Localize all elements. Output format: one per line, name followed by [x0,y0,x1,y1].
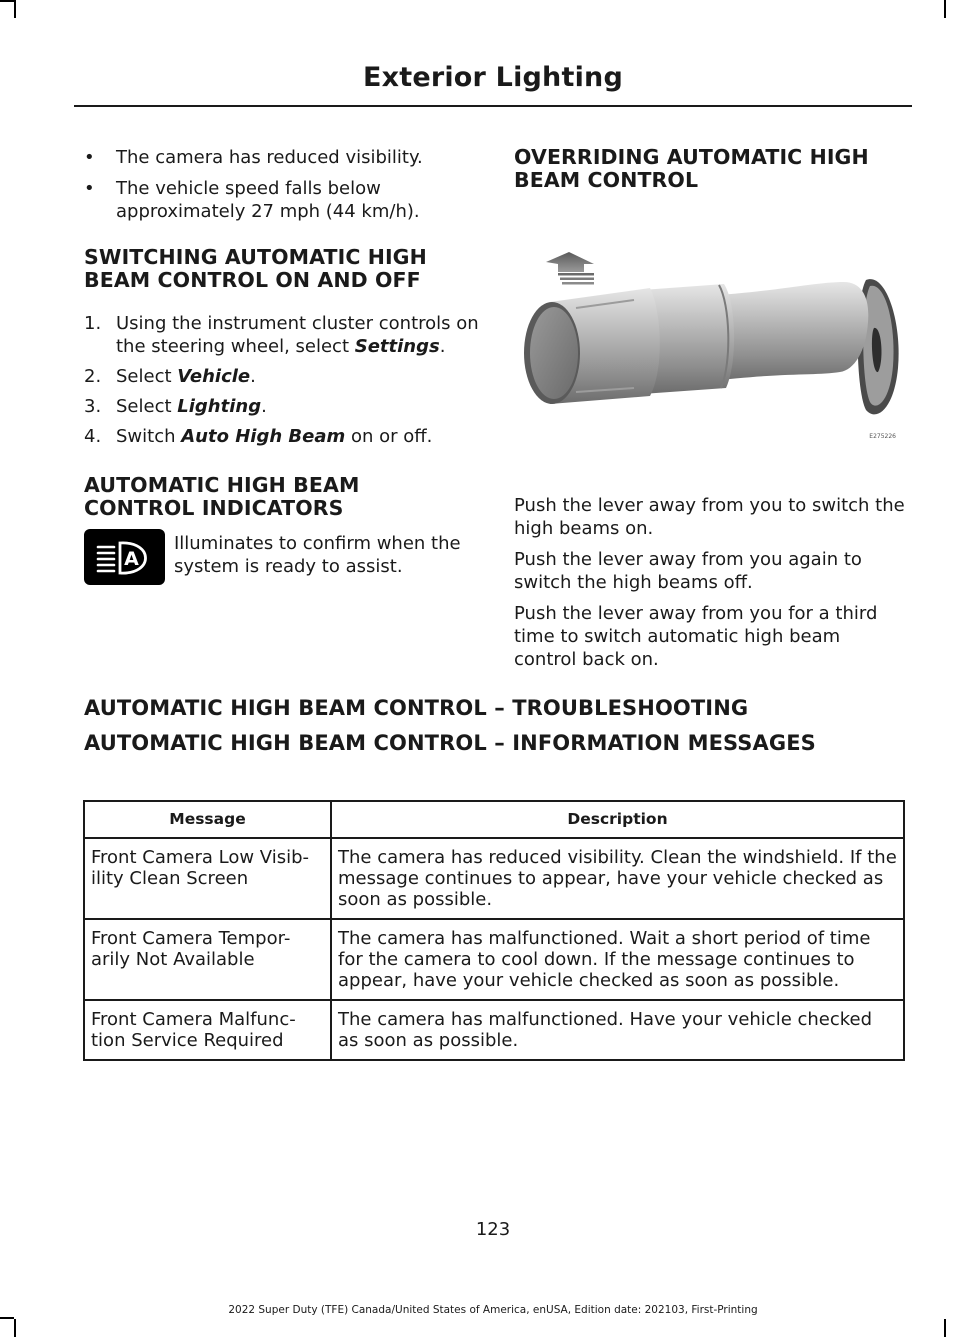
heading-line: OVERRIDING AUTOMATIC HIGH [514,145,869,169]
instruction-paragraph: Push the lever away from you again to switch the high beams off. [514,549,862,593]
step-text: Using the instrument cluster controls on the steering wheel, select [116,313,479,357]
step-text: . [261,396,267,417]
column-header-message: Message [84,801,331,838]
step-text: on or off. [345,426,433,447]
left-column [84,146,479,577]
step-item [84,365,479,388]
list-item [84,146,479,169]
crop-mark [944,1319,946,1337]
message-cell: Front Camera Malfunc-tion Service Required [84,1000,331,1060]
crop-mark [14,1319,16,1337]
description-cell: The camera has malfunctioned. Wait a short period of time for the camera to cool down. If the message continues to appear, have your vehicle checked as soon as possible. [331,919,904,1000]
table-row [84,1000,904,1060]
switching-heading [84,246,479,292]
crop-mark [0,0,14,2]
menu-term: Vehicle [177,366,251,387]
override-heading [514,146,906,192]
message-cell: Front Camera Tempor-arily Not Available [84,919,331,1000]
description-cell: The camera has reduced visibility. Clean the windshield. If the message continues to appear, have your vehicle checked as soon as possible. [331,838,904,919]
steps-list [84,312,479,448]
step-item [84,395,479,418]
heading-line: SWITCHING AUTOMATIC HIGH [84,245,427,269]
troubleshooting-heading: AUTOMATIC HIGH BEAM CONTROL – TROUBLESHOOTING [84,696,749,720]
override-instructions [514,494,906,671]
auto-high-beam-icon [84,529,165,585]
menu-term: Auto High Beam [181,426,346,447]
heading-line: BEAM CONTROL [514,168,699,192]
table-row [84,838,904,919]
instruction-paragraph: Push the lever away from you for a third time to switch automatic high beam control back on. [514,603,878,670]
message-cell: Front Camera Low Visib-ility Clean Screen [84,838,331,919]
step-number: 1. [84,313,102,334]
step-item [84,312,479,358]
bullet-symbol: • [84,147,95,168]
list-item [84,177,479,223]
description-cell: The camera has malfunctioned. Have your vehicle checked as soon as possible. [331,1000,904,1060]
page-number: 123 [475,1219,511,1240]
push-arrow-icon [546,252,594,285]
list-item-text: The vehicle speed falls below approximately 27 mph (44 km/h). [116,178,420,222]
step-item [84,425,479,448]
table-row [84,919,904,1000]
menu-term: Settings [354,336,440,357]
step-text: Switch [116,426,182,447]
bullet-symbol: • [84,178,95,199]
column-header-description: Description [331,801,904,838]
footer-edition-info: 2022 Super Duty (TFE) Canada/United States of America, enUSA, Edition date: 202103, First-Printing [228,1304,758,1316]
step-text: . [250,366,256,387]
indicators-heading [84,474,479,520]
step-number: 2. [84,366,102,387]
heading-line: BEAM CONTROL ON AND OFF [84,268,421,292]
heading-line: AUTOMATIC HIGH BEAM [84,473,360,497]
table-header-row [84,801,904,838]
condition-list [84,146,479,223]
step-number: 4. [84,426,102,447]
step-text: Select [116,396,178,417]
indicator-description: Illuminates to confirm when the system is ready to assist. [174,533,461,577]
header-divider [74,105,912,107]
figure-code: E275226 [869,433,896,440]
crop-mark [944,0,946,18]
right-column [514,146,906,192]
step-text: Select [116,366,178,387]
heading-line: CONTROL INDICATORS [84,496,344,520]
crop-mark [0,1317,14,1319]
indicator-letter: A [124,548,139,570]
menu-term: Lighting [177,396,262,417]
headlamp-lever-illustration [514,242,904,442]
step-number: 3. [84,396,102,417]
auto-high-beam-icon-graphic [84,529,165,585]
crop-mark [14,0,16,18]
instruction-paragraph: Push the lever away from you to switch the high beams on. [514,495,905,539]
list-item-text: The camera has reduced visibility. [116,147,423,168]
information-messages-heading: AUTOMATIC HIGH BEAM CONTROL – INFORMATION MESSAGES [84,731,816,755]
information-messages-table [83,800,905,1061]
page-title: Exterior Lighting [362,62,623,93]
step-text: . [439,336,446,357]
